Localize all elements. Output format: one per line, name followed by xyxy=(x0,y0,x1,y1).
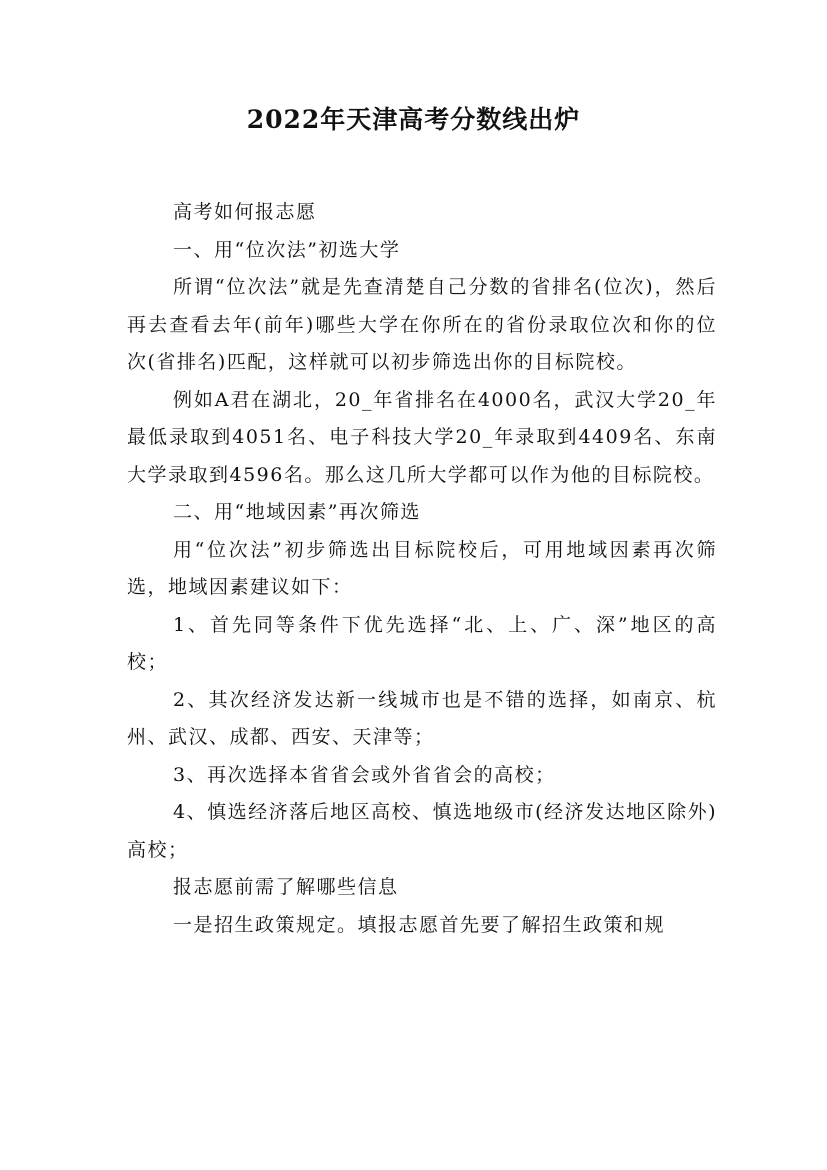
paragraph-region-intro: 用“位次法”初步筛选出目标院校后，可用地域因素再次筛选，地域因素建议如下： xyxy=(127,538,717,598)
document-body xyxy=(127,194,717,944)
paragraph-rank-method: 所谓“位次法”就是先查清楚自己分数的省排名(位次)，然后再去查看去年(前年)哪些大学在你所在的省份录取位次和你的位次(省排名)匹配，这样就可以初步筛选出你的目标院校。 xyxy=(127,276,717,373)
paragraph-region-item-1: 1、首先同等条件下优先选择“北、上、广、深”地区的高校； xyxy=(127,613,717,673)
paragraph-info-heading: 报志愿前需了解哪些信息 xyxy=(173,876,399,898)
paragraph-section-two-heading: 二、用“地域因素”再次筛选 xyxy=(173,501,421,523)
paragraph-example: 例如A君在湖北，20_年省排名在4000名，武汉大学20_年最低录取到4051名、电子科技大学20_年录取到4409名、东南大学录取到4596名。那么这几所大学都可以作为他的目标院校。 xyxy=(127,388,717,486)
paragraph-section-one-heading: 一、用“位次法”初选大学 xyxy=(173,238,401,261)
paragraph-region-item-2: 2、其次经济发达新一线城市也是不错的选择，如南京、杭州、武汉、成都、西安、天津等； xyxy=(127,688,717,748)
paragraph-heading-how-to-apply: 高考如何报志愿 xyxy=(173,201,317,223)
paragraph-region-item-4: 4、慎选经济落后地区高校、慎选地级市(经济发达地区除外)高校； xyxy=(127,801,717,861)
paragraph-policy: 一是招生政策规定。填报志愿首先要了解招生政策和规 xyxy=(173,913,666,936)
document-title: 2022年天津高考分数线出炉 xyxy=(246,105,581,134)
paragraph-region-item-3: 3、再次选择本省省会或外省省会的高校； xyxy=(173,763,556,786)
